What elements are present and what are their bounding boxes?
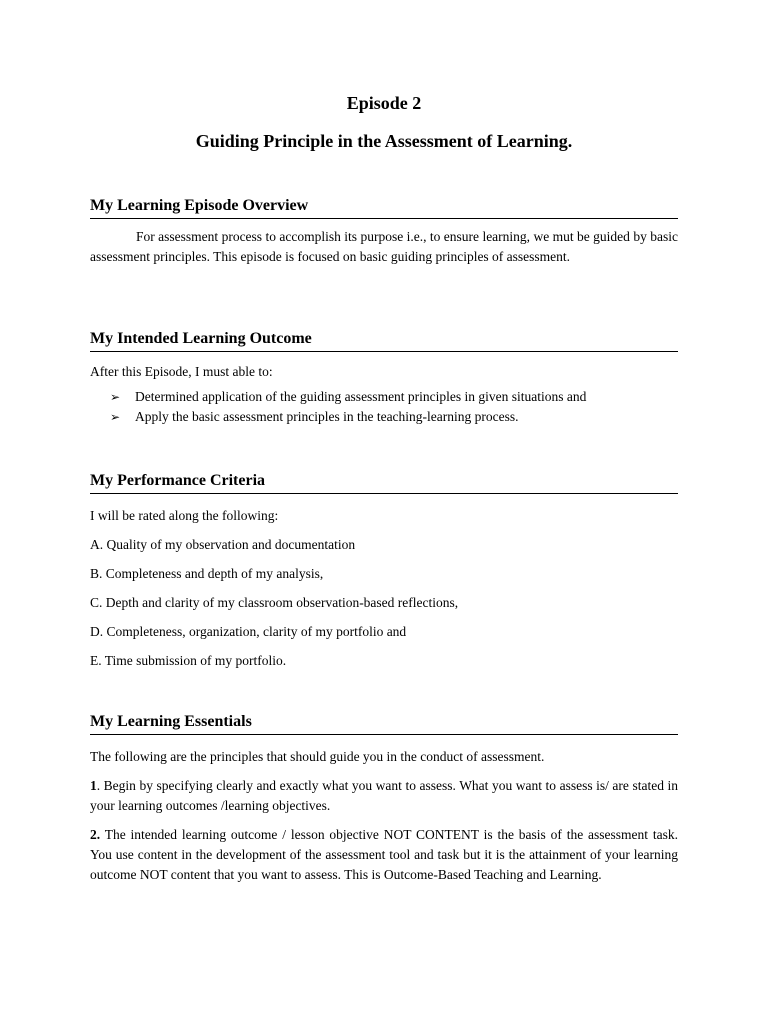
- principle-1: [90, 776, 678, 816]
- essentials-heading: My Learning Essentials: [90, 712, 678, 735]
- criteria-item: D. Completeness, organization, clarity of my portfolio and: [90, 624, 407, 639]
- list-item-text: Apply the basic assessment principles in the teaching-learning process.: [135, 409, 519, 424]
- overview-heading: My Learning Episode Overview: [90, 196, 678, 219]
- principle-text: . Begin by specifying clearly and exactly what you want to assess. What you want to assess is/ are stated in your learning outcomes /learning objectives.: [90, 778, 678, 813]
- essentials-intro: The following are the principles that should guide you in the conduct of assessment.: [90, 749, 545, 764]
- criteria-heading: My Performance Criteria: [90, 471, 678, 494]
- overview-text: For assessment process to accomplish its purpose i.e., to ensure learning, we mut be guided by basic assessment principles. This episode is focused on basic guiding principles of assessment.: [90, 229, 678, 264]
- episode-title: Episode 2: [346, 93, 422, 113]
- outcome-heading: My Intended Learning Outcome: [90, 329, 678, 352]
- list-item-text: Determined application of the guiding assessment principles in given situations and: [135, 389, 587, 404]
- principle-2: [90, 825, 678, 885]
- outcome-intro: After this Episode, I must able to:: [90, 364, 273, 379]
- list-item: [90, 407, 678, 427]
- episode-subtitle: Guiding Principle in the Assessment of Learning.: [195, 131, 573, 151]
- arrow-bullet-icon: ➢: [110, 390, 121, 404]
- outcome-list: [90, 387, 678, 427]
- criteria-item: E. Time submission of my portfolio.: [90, 653, 287, 668]
- criteria-section: [90, 471, 678, 671]
- principle-text: The intended learning outcome / lesson objective NOT CONTENT is the basis of the assessment task. You use content in the development of the assessment tool and task but it is the attainment of your learning outcome NOT content that you want to assess. This is Outcome-Based Teaching and Learning.: [90, 827, 678, 882]
- overview-section: [90, 196, 678, 267]
- principle-number: 1: [90, 778, 97, 793]
- criteria-intro: I will be rated along the following:: [90, 508, 279, 523]
- arrow-bullet-icon: ➢: [110, 410, 121, 424]
- essentials-section: [90, 712, 678, 885]
- criteria-item: A. Quality of my observation and documentation: [90, 537, 356, 552]
- criteria-item: C. Depth and clarity of my classroom observation-based reflections,: [90, 595, 459, 610]
- principle-number: 2.: [90, 827, 101, 842]
- list-item: [90, 387, 678, 407]
- criteria-item: B. Completeness and depth of my analysis,: [90, 566, 324, 581]
- outcome-section: [90, 329, 678, 427]
